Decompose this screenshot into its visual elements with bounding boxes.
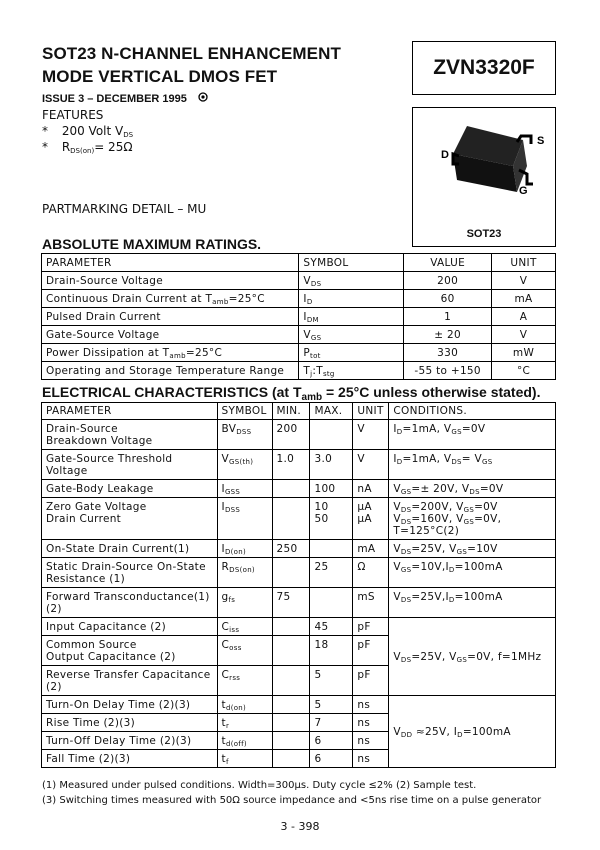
feature-sub: DS(on) [70, 147, 95, 155]
param-cell: On-State Drain Current(1) [42, 540, 218, 558]
cond-text: =0V [474, 501, 498, 513]
param-cell: Operating and Storage Temperature Range [42, 362, 299, 380]
symbol-sub: d(on) [225, 704, 247, 712]
pin-d-label: D [441, 149, 449, 161]
issue-text: ISSUE 3 – DECEMBER 1995 [42, 93, 187, 105]
condition-cell [389, 420, 556, 450]
param-sub: amb [212, 297, 229, 306]
table-row [42, 362, 556, 380]
col-header: SYMBOL [217, 403, 272, 420]
param-cell: Pulsed Drain Current [42, 308, 299, 326]
unit-cell: °C [492, 362, 556, 380]
cond-text: V [393, 543, 401, 555]
value-cell: 200 [404, 272, 492, 290]
condition-cell [389, 450, 556, 480]
symbol-sub: D(on) [224, 548, 247, 556]
param-line: Breakdown Voltage [46, 435, 153, 447]
table-row [42, 588, 556, 618]
cond-text: =1mA, V [402, 453, 452, 465]
symbol: I [221, 501, 225, 513]
table-row [42, 498, 556, 540]
symbol-cell [217, 636, 272, 666]
param-cell: Turn-Off Delay Time (2)(3) [42, 732, 218, 750]
param-cell [42, 636, 218, 666]
max-cell: 3.0 [310, 450, 353, 480]
col-header: UNIT [492, 254, 556, 272]
table-row [42, 480, 556, 498]
condition-cell [389, 696, 556, 768]
col-header: MIN. [272, 403, 310, 420]
param-cell [42, 558, 218, 588]
cond-text: V [393, 561, 401, 573]
param-suffix: =25°C [228, 292, 265, 305]
page-title [42, 42, 341, 88]
cond-sub: DS [451, 458, 462, 466]
table-row [42, 420, 556, 450]
param-line: Drain-Source [46, 423, 118, 435]
param-cell [42, 498, 218, 540]
value-cell: ± 20 [404, 326, 492, 344]
param-text: Continuous Drain Current at T [46, 292, 213, 305]
cond-text: =25V,I [411, 591, 449, 603]
feature-text: R [61, 140, 71, 154]
unit-cell: mS [353, 588, 389, 618]
ec-table [41, 402, 556, 768]
symbol-cell [217, 714, 272, 732]
part-number: ZVN3320F [433, 56, 535, 79]
min-cell [272, 636, 310, 666]
cond-sub: DD [400, 731, 413, 739]
symbol-sub: DM [306, 315, 319, 324]
amr-heading: ABSOLUTE MAXIMUM RATINGS. [42, 236, 262, 252]
unit-cell: mA [492, 290, 556, 308]
symbol-sub: rss [229, 674, 241, 682]
col-header: PARAMETER [42, 403, 218, 420]
cond-text: =0V [479, 483, 504, 495]
symbol-cell [217, 696, 272, 714]
param-cell: Drain-Source Voltage [42, 272, 299, 290]
param-line: Reverse Transfer Capacitance [46, 669, 211, 681]
symbol-cell [217, 558, 272, 588]
cond-text: =25V, V [411, 543, 457, 555]
condition-cell [389, 498, 556, 540]
symbol-sub: d(off) [225, 740, 247, 748]
unit-cell: V [353, 420, 389, 450]
cond-text: =200V, V [411, 501, 464, 513]
unit-cell: ns [353, 696, 389, 714]
cond-text: I [393, 423, 397, 435]
unit-cell: nA [353, 480, 389, 498]
value-cell: -55 to +150 [404, 362, 492, 380]
cond-text: V [393, 483, 401, 495]
symbol: V [303, 328, 311, 341]
cond-text: =0V, f=1MHz [467, 651, 542, 663]
cond-text: =0V [461, 423, 486, 435]
symbol: t [221, 735, 226, 747]
param-cell [42, 290, 299, 308]
features-heading: FEATURES [42, 108, 104, 122]
symbol-sub: j [310, 369, 313, 378]
min-cell [272, 498, 310, 540]
symbol: P [303, 346, 311, 359]
symbol: C [221, 621, 230, 633]
value-cell: 330 [404, 344, 492, 362]
footnote-1: (1) Measured under pulsed conditions. Width=300µs. Duty cycle ≤2% (2) Sample test. [42, 780, 477, 791]
symbol: R [221, 561, 230, 573]
feature-text: 200 Volt V [61, 124, 124, 138]
param-line: Output Capacitance (2) [46, 651, 176, 663]
ec-heading-sub: amb [301, 392, 323, 403]
max-cell: 6 [310, 732, 353, 750]
symbol-cell [217, 732, 272, 750]
symbol: C [221, 639, 230, 651]
ec-heading-text: ELECTRICAL CHARACTERISTICS (at T [42, 384, 302, 400]
ec-heading-text: = 25°C unless otherwise stated). [322, 384, 541, 400]
max-cell [310, 498, 353, 540]
param-line: Voltage [46, 465, 88, 477]
symbol: T [303, 364, 311, 377]
col-header: UNIT [353, 403, 389, 420]
symbol-cell [299, 290, 404, 308]
symbol: V [303, 274, 311, 287]
cond-text: V [393, 513, 401, 525]
cond-text: V [393, 501, 401, 513]
min-cell [272, 750, 310, 768]
unit-cell: Ω [353, 558, 389, 588]
cond-text: ≈25V, I [412, 726, 458, 738]
unit-cell: V [492, 272, 556, 290]
cond-sub: D [396, 428, 403, 436]
cond-text: V [393, 591, 401, 603]
cond-sub: D [396, 458, 403, 466]
symbol-cell [217, 618, 272, 636]
col-header: SYMBOL [299, 254, 404, 272]
symbol: g [221, 591, 229, 603]
col-header: PARAMETER [42, 254, 299, 272]
param-cell [42, 420, 218, 450]
symbol-cell [217, 750, 272, 768]
min-cell [272, 666, 310, 696]
min-cell [272, 732, 310, 750]
symbol-cell [217, 480, 272, 498]
symbol: I [303, 292, 307, 305]
param-cell [42, 666, 218, 696]
symbol-sub: D [306, 297, 313, 306]
condition-cell [389, 480, 556, 498]
approval-icon [198, 92, 208, 105]
min-cell [272, 696, 310, 714]
cond-sub: DS [400, 518, 412, 526]
cond-text: =10V [467, 543, 498, 555]
max-cell: 6 [310, 750, 353, 768]
symbol-cell [217, 450, 272, 480]
symbol-cell [217, 498, 272, 540]
symbol-sub: GSS [224, 488, 241, 496]
package-caption: SOT23 [466, 228, 502, 240]
unit-cell: A [492, 308, 556, 326]
param-cell: Gate-Source Voltage [42, 326, 299, 344]
param-line: Drain Current [46, 513, 122, 525]
max-cell: 25 [310, 558, 353, 588]
col-header: VALUE [404, 254, 492, 272]
max-cell: 18 [310, 636, 353, 666]
page-number: 3 - 398 [280, 820, 320, 833]
param-line: (2) [46, 681, 62, 693]
feature-bullet: * [42, 124, 48, 138]
symbol-cell [299, 326, 404, 344]
max-cell [310, 540, 353, 558]
param-line: Static Drain-Source On-State [46, 561, 206, 573]
symbol-sub: DSS [236, 428, 252, 436]
value-cell: 60 [404, 290, 492, 308]
param-cell [42, 344, 299, 362]
symbol-sub: GS [310, 333, 322, 342]
param-cell [42, 588, 218, 618]
cond-text: V [393, 726, 401, 738]
cond-sub: D [448, 566, 455, 574]
unit-cell: V [492, 326, 556, 344]
unit-cell: pF [353, 666, 389, 696]
symbol: :T [312, 364, 323, 377]
symbol-sub: DS(on) [229, 566, 255, 574]
unit-cell: mA [353, 540, 389, 558]
feature-sub: DS [123, 131, 134, 139]
part-number-box [412, 41, 556, 95]
table-row [42, 290, 556, 308]
cond-sub: GS [463, 518, 475, 526]
unit-cell: ns [353, 732, 389, 750]
footnote-2: (3) Switching times measured with 50Ω source impedance and <5ns rise time on a pulse generator [42, 795, 542, 806]
unit-cell: ns [353, 750, 389, 768]
symbol: I [221, 483, 225, 495]
amr-table [41, 253, 556, 380]
param-cell: Input Capacitance (2) [42, 618, 218, 636]
symbol-sub: f [225, 758, 229, 766]
symbol: BV [221, 423, 237, 435]
min-cell [272, 714, 310, 732]
pin-g-label: G [519, 185, 528, 197]
cond-text: =1mA, V [402, 423, 452, 435]
title-line-2: MODE VERTICAL DMOS FET [42, 67, 278, 86]
symbol: V [221, 453, 230, 465]
cond-sub: GS [400, 488, 412, 496]
cond-text: =25V, V [411, 651, 457, 663]
cond-sub: GS [463, 506, 475, 514]
unit-cell: V [353, 450, 389, 480]
cond-sub: GS [451, 428, 462, 436]
cond-sub: DS [400, 506, 412, 514]
table-row [42, 696, 556, 714]
table-row [42, 618, 556, 636]
title-line-1: SOT23 N-CHANNEL ENHANCEMENT [42, 44, 341, 63]
partmarking-detail: PARTMARKING DETAIL – MU [42, 202, 207, 216]
symbol-sub: oss [229, 644, 242, 652]
table-header-row [42, 254, 556, 272]
param-cell: Fall Time (2)(3) [42, 750, 218, 768]
feature-bullet: * [42, 140, 48, 154]
table-row [42, 540, 556, 558]
min-cell: 75 [272, 588, 310, 618]
value-cell: 1 [404, 308, 492, 326]
max-cell [310, 588, 353, 618]
param-suffix: =25°C [185, 346, 223, 359]
min-cell: 1.0 [272, 450, 310, 480]
symbol: I [303, 310, 307, 323]
param-cell [42, 450, 218, 480]
symbol-cell [217, 420, 272, 450]
unit-cell: ns [353, 714, 389, 732]
issue-line [42, 92, 208, 105]
param-text: Power Dissipation at T [46, 346, 170, 359]
symbol-sub: DSS [224, 506, 241, 514]
max-cell: 45 [310, 618, 353, 636]
min-cell: 250 [272, 540, 310, 558]
symbol-cell [217, 666, 272, 696]
unit-cell: mW [492, 344, 556, 362]
pin-s-label: S [537, 135, 545, 147]
feature-item-1 [42, 124, 133, 138]
symbol-cell [217, 588, 272, 618]
cond-sub: GS [482, 458, 493, 466]
package-box [412, 107, 556, 247]
cond-line: T=125°C(2) [393, 525, 460, 537]
cond-text: =0V, [474, 513, 502, 525]
condition-cell [389, 618, 556, 696]
max-cell: 100 [310, 480, 353, 498]
cond-line [393, 501, 551, 513]
cond-sub: GS [456, 656, 468, 664]
symbol-cell [299, 308, 404, 326]
min-cell: 200 [272, 420, 310, 450]
cond-sub: DS [469, 488, 480, 496]
cond-sub: D [457, 731, 463, 739]
cond-text: =100mA [462, 726, 511, 738]
table-row [42, 558, 556, 588]
symbol: C [221, 669, 230, 681]
cond-sub: GS [456, 548, 468, 556]
cond-text: V [393, 651, 401, 663]
max-cell: 5 [310, 696, 353, 714]
unit-line: µA [357, 513, 372, 525]
cond-sub: DS [400, 656, 412, 664]
table-row [42, 272, 556, 290]
symbol: t [221, 717, 226, 729]
cond-text: =100mA [454, 561, 503, 573]
symbol-cell [217, 540, 272, 558]
max-cell: 5 [310, 666, 353, 696]
symbol-cell [299, 272, 404, 290]
cond-text: =100mA [454, 591, 503, 603]
symbol-sub: tot [310, 351, 321, 360]
condition-cell [389, 540, 556, 558]
symbol-sub: stg [322, 369, 335, 378]
cond-text: I [393, 453, 397, 465]
symbol-sub: GS(th) [229, 458, 254, 466]
table-row [42, 326, 556, 344]
max-cell: 7 [310, 714, 353, 732]
condition-cell [389, 558, 556, 588]
param-cell: Rise Time (2)(3) [42, 714, 218, 732]
cond-text: = V [461, 453, 483, 465]
symbol-sub: fs [228, 596, 236, 604]
min-cell [272, 480, 310, 498]
symbol-cell [299, 344, 404, 362]
symbol: I [221, 543, 225, 555]
symbol-cell [299, 362, 404, 380]
min-cell [272, 618, 310, 636]
param-line: (2) [46, 603, 62, 615]
cond-sub: D [448, 596, 455, 604]
param-line: Common Source [46, 639, 137, 651]
param-line: Zero Gate Voltage [46, 501, 147, 513]
cond-text: =160V, V [411, 513, 464, 525]
param-sub: amb [169, 351, 186, 360]
max-line: 50 [314, 513, 329, 525]
param-cell: Gate-Body Leakage [42, 480, 218, 498]
unit-line: µA [357, 501, 372, 513]
cond-text: =10V,I [411, 561, 449, 573]
param-line: Forward Transconductance(1) [46, 591, 210, 603]
param-line: Gate-Source Threshold [46, 453, 173, 465]
ec-heading [42, 384, 541, 403]
symbol: t [221, 753, 226, 765]
param-cell: Turn-On Delay Time (2)(3) [42, 696, 218, 714]
table-row [42, 450, 556, 480]
table-row [42, 344, 556, 362]
max-cell [310, 420, 353, 450]
symbol-sub: DS [310, 279, 322, 288]
cond-text: =± 20V, V [411, 483, 470, 495]
col-header: MAX. [310, 403, 353, 420]
param-line: Resistance (1) [46, 573, 125, 585]
unit-cell: pF [353, 618, 389, 636]
feature-item-2 [42, 140, 133, 154]
symbol-sub: iss [229, 626, 240, 634]
unit-cell: pF [353, 636, 389, 666]
cond-line [393, 513, 551, 525]
sot23-package-diagram [413, 108, 557, 220]
symbol: t [221, 699, 226, 711]
unit-cell [353, 498, 389, 540]
max-line: 10 [314, 501, 329, 513]
col-header: CONDITIONS. [389, 403, 556, 420]
feature-suffix: = 25Ω [94, 140, 133, 154]
table-header-row [42, 403, 556, 420]
cond-sub: DS [400, 596, 412, 604]
cond-sub: GS [400, 566, 412, 574]
min-cell [272, 558, 310, 588]
cond-sub: DS [400, 548, 412, 556]
symbol-sub: r [225, 722, 230, 730]
condition-cell [389, 588, 556, 618]
table-row [42, 308, 556, 326]
